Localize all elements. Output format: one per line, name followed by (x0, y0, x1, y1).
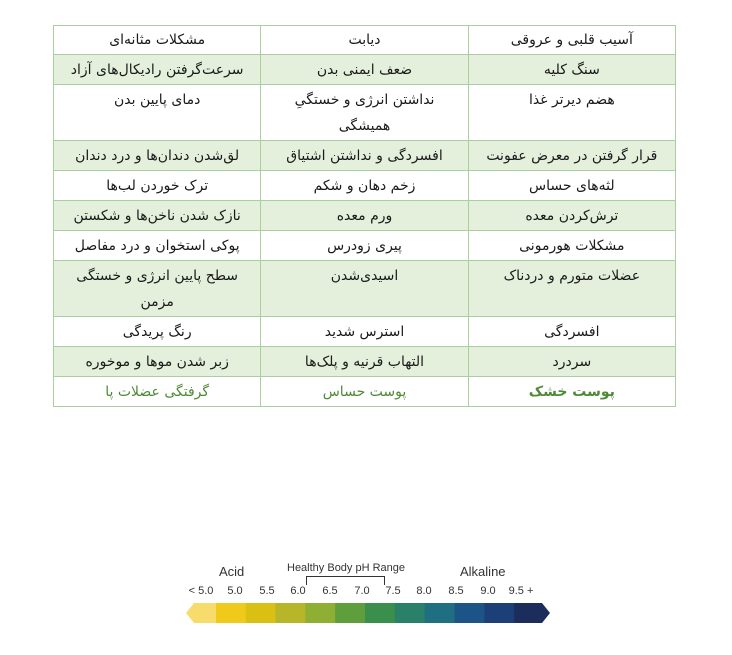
ph-tick-label: 5.0 (227, 585, 243, 597)
ph-color-segment (455, 603, 485, 623)
ph-scale (182, 560, 552, 630)
ph-color-segment (425, 603, 455, 623)
header-cell: آسیب قلبی و عروقی (468, 26, 675, 55)
table-cell: سردرد (468, 347, 675, 377)
table-row (54, 201, 676, 231)
ph-color-segment (216, 603, 246, 623)
ph-tick-label: 8.5 (448, 585, 464, 597)
table-cell: سرعت‌گرفتن رادیکال‌های آزاد (54, 55, 261, 85)
ph-color-segment (365, 603, 395, 623)
table-body (54, 26, 676, 407)
table-row (54, 377, 676, 407)
healthy-range-label: Healthy Body pH Range (287, 562, 406, 574)
table-cell: پیری زودرس (261, 231, 468, 261)
alkaline-label: Alkaline (460, 564, 506, 579)
table-cell: مشکلات هورمونی (468, 231, 675, 261)
ph-tick-label: 6.5 (322, 585, 338, 597)
healthy-range-bracket (306, 576, 385, 585)
table-cell: عضلات متورم و دردناک (468, 261, 675, 317)
header-cell: دیابت (261, 26, 468, 55)
table-cell: رنگ پریدگی (54, 317, 261, 347)
table-cell: پوکی استخوان و درد مفاصل (54, 231, 261, 261)
table-row (54, 55, 676, 85)
table-row (54, 261, 676, 317)
ph-tick-label: 5.5 (259, 585, 275, 597)
table-cell: دمای پایین بدن (54, 85, 261, 141)
table-row (54, 317, 676, 347)
ph-tick-label: 9.0 (480, 585, 496, 597)
table-cell: نداشتن انرژی و خستگیِ همیشگی (261, 85, 468, 141)
table-cell: پوست حساس (261, 377, 468, 407)
ph-color-segment (395, 603, 425, 623)
ph-tick-label: 7.5 (385, 585, 401, 597)
header-cell: مشکلات مثانه‌ای (54, 26, 261, 55)
ph-tick-label: 8.0 (416, 585, 432, 597)
table-cell: افسردگی و نداشتن اشتیاق (261, 141, 468, 171)
table-cell: سنگ کلیه (468, 55, 675, 85)
table-cell: زبر شدن موها و موخوره (54, 347, 261, 377)
ph-color-segment (335, 603, 365, 623)
table-cell: پوست خشک (468, 377, 675, 407)
ph-color-segment (484, 603, 514, 623)
table-cell: ترک خوردن لب‌ها (54, 171, 261, 201)
acid-label: Acid (219, 564, 245, 579)
table-row (54, 141, 676, 171)
table-row (54, 171, 676, 201)
ph-color-segment (514, 603, 550, 623)
ph-color-segment (186, 603, 216, 623)
ph-tick-label: 9.5 + (508, 585, 534, 597)
table-cell: اسیدی‌شدن (261, 261, 468, 317)
table-row (54, 231, 676, 261)
table-header-row (54, 26, 676, 55)
table-cell: گرفتگی عضلات پا (54, 377, 261, 407)
ph-tick-label: 7.0 (354, 585, 370, 597)
ph-color-bar (182, 601, 552, 625)
table-cell: لق‌شدن دندان‌ها و درد دندان (54, 141, 261, 171)
table-cell: هضم دیرتر غذا (468, 85, 675, 141)
health-issues-table (53, 25, 676, 407)
table-row (54, 85, 676, 141)
ph-tick-label: < 5.0 (188, 585, 214, 597)
ph-color-segment (276, 603, 306, 623)
ph-color-segment (246, 603, 276, 623)
table-cell: لثه‌های حساس (468, 171, 675, 201)
table-cell: زخم دهان و شکم (261, 171, 468, 201)
table-cell: افسردگی (468, 317, 675, 347)
table-cell: ضعف ایمنی بدن (261, 55, 468, 85)
ph-color-segment (305, 603, 335, 623)
table-cell: قرار گرفتن در معرض عفونت (468, 141, 675, 171)
table-cell: ترش‌کردن معده (468, 201, 675, 231)
table-cell: ورم معده (261, 201, 468, 231)
ph-tick-label: 6.0 (290, 585, 306, 597)
table-cell: سطح پایین انرژی و خستگی مزمن (54, 261, 261, 317)
table-cell: التهاب قرنیه و پلک‌ها (261, 347, 468, 377)
table-cell: استرس شدید (261, 317, 468, 347)
table-row (54, 347, 676, 377)
table-cell: نازک شدن ناخن‌ها و شکستن (54, 201, 261, 231)
